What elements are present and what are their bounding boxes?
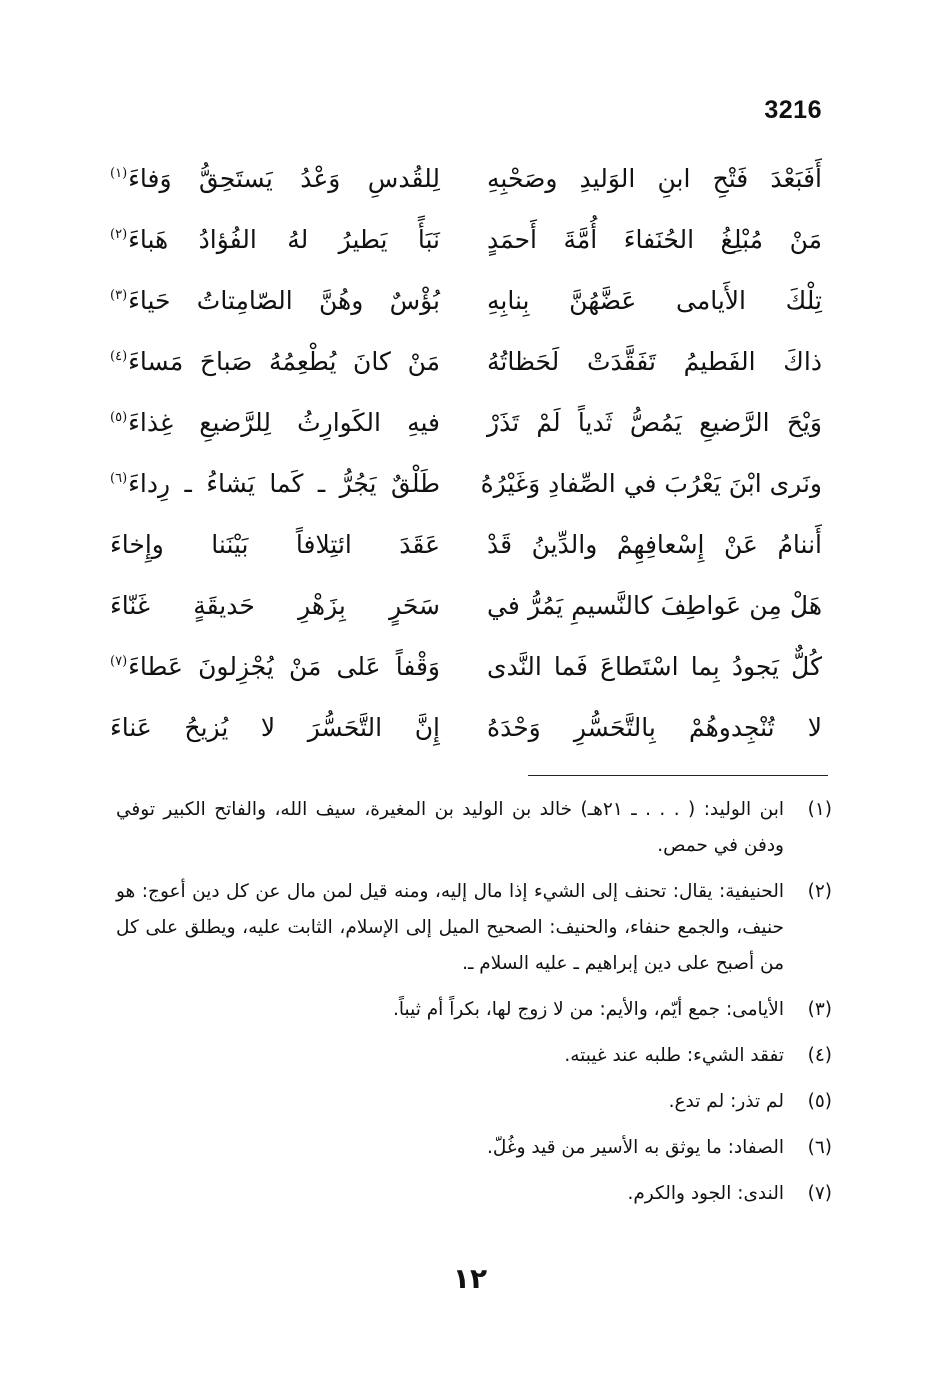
footnote-text: لم تذر: لم تدع.: [668, 1091, 784, 1112]
footnote-number: (٢): [807, 881, 832, 902]
verse: [110, 148, 822, 209]
footnote-marker: (٣): [110, 288, 128, 304]
verse-second-text: وَقْفاً عَلى مَنْ يُجْزِلونَ عَطاءَ: [128, 651, 440, 681]
verse-first-hemistich: ونَرى ابْنَ يَعْرُبَ في الصِّفادِ وَغَيْرُهُ: [480, 468, 822, 498]
footnote-number: (٣): [807, 999, 832, 1020]
verse-second-hemistich: [110, 408, 440, 438]
footnote-marker: (٦): [110, 471, 128, 487]
verse-first-hemistich: وَيْحَ الرَّضيعِ يَمُصُّ ثَدياً لَمْ تَذَرْ: [487, 407, 822, 437]
verse-second-text: عَقَدَ ائتِلافاً بَيْنَنا وإِخاءَ: [110, 529, 440, 559]
footnote-marker: (٤): [110, 349, 128, 365]
verse-second-hemistich: [110, 225, 440, 255]
page-id: 3216: [764, 96, 822, 124]
footnote-text: ابن الوليد: ( . . . ـ ٢١هـ) خالد بن الوليد بن المغيرة، سيف الله، والفاتح الكبير توفي ودفن في حمص.: [116, 799, 785, 856]
verse-first-hemistich: أَفَبَعْدَ فَتْحِ ابنِ الوَليدِ وصَحْبِهِ: [487, 163, 822, 193]
footnote-number: (٧): [807, 1183, 832, 1204]
footnote-text: الصفاد: ما يوثق به الأسير من قيد وغُلّ.: [487, 1137, 784, 1158]
page-number: ١٢: [452, 1262, 488, 1295]
footnote-number: (١): [807, 799, 832, 820]
verse-second-text: نَبَأً يَطيرُ لهُ الفُؤادُ هَباءَ: [128, 224, 440, 254]
footnote-text: تفقد الشيء: طلبه عند غيبته.: [564, 1045, 784, 1066]
verse-second-text: بُؤْسٌ وهُنَّ الصّامِتاتُ حَياءَ: [128, 285, 440, 315]
verse-first-hemistich: لا تُنْجِدوهُمْ بِالتَّحَسُّرِ وَحْدَهُ: [487, 712, 822, 742]
verse-second-hemistich: [110, 713, 440, 743]
footnote-marker: (١): [110, 166, 128, 182]
footnote: [116, 1130, 832, 1166]
verse: [110, 575, 822, 636]
verse: [110, 453, 822, 514]
verse: [110, 209, 822, 270]
verse: [110, 270, 822, 331]
verse-second-hemistich: [110, 652, 440, 682]
footnote-number: (٦): [807, 1137, 832, 1158]
footnote-marker: (٧): [110, 654, 128, 670]
footnote-marker: (٥): [110, 410, 128, 426]
verse-second-hemistich: [110, 469, 440, 499]
footnotes: [116, 792, 832, 1222]
verse: [110, 514, 822, 575]
verse-first-hemistich: أَننامُ عَنْ إِسْعافِهِمْ والدِّينُ قَدْ: [487, 529, 822, 559]
verse-second-text: فيهِ الكَوارِثُ لِلرَّضيعِ غِذاءَ: [128, 407, 440, 437]
footnote-number: (٥): [807, 1091, 832, 1112]
verse: [110, 697, 822, 758]
footnote-text: الحنيفية: يقال: تحنف إلى الشيء إذا مال إليه، ومنه قيل لمن مال عن كل دين أعوج: هو حنيف، والجمع حنفاء، والحنيف: الصحيح الميل إلى الإسلام، الثابت عليه، ويطلق على كل من أصبح على دين إبراهيم ـ عليه السلام ـ.: [116, 881, 784, 974]
footnote: [116, 992, 832, 1028]
verse-first-hemistich: ذاكَ الفَطيمُ تَفَقَّدَتْ لَحَظاتُهُ: [487, 346, 822, 376]
verse-first-hemistich: هَلْ مِن عَواطِفَ كالنَّسيمِ يَمُرُّ في: [487, 590, 822, 620]
verse: [110, 331, 822, 392]
footnote-number: (٤): [807, 1045, 832, 1066]
footnote-text: الأيامى: جمع أيّم، والأيم: من لا زوج لها، بكراً أم ثيباً.: [393, 999, 784, 1020]
footnote: [116, 792, 832, 864]
footnote-marker: (٢): [110, 227, 128, 243]
verse-second-text: لِلقُدسِ وَعْدُ يَستَحِقُّ وَفاءَ: [128, 163, 440, 193]
footnote: [116, 874, 832, 982]
verse-second-hemistich: [110, 530, 440, 560]
footnote: [116, 1038, 832, 1074]
verse-second-hemistich: [110, 591, 440, 621]
verse-first-hemistich: مَنْ مُبْلِغُ الحُنَفاءَ أُمَّةَ أَحمَدٍ: [487, 224, 822, 254]
verse-second-hemistich: [110, 347, 440, 377]
footnote-divider: [528, 775, 828, 776]
footnote: [116, 1176, 832, 1212]
verse-second-text: إِنَّ التَّحَسُّرَ لا يُزيحُ عَناءَ: [110, 712, 440, 742]
verse-second-text: طَلْقٌ يَجُرُّ ـ كَما يَشاءُ ـ رِداءَ: [128, 468, 440, 498]
verse-second-text: مَنْ كانَ يُطْعِمُهُ صَباحَ مَساءَ: [128, 346, 440, 376]
verse-second-hemistich: [110, 164, 440, 194]
verse-second-text: سَحَرٍ بِزَهْرِ حَديقَةٍ غَنّاءَ: [110, 590, 440, 620]
poem: [110, 148, 822, 758]
footnote: [116, 1084, 832, 1120]
verse: [110, 392, 822, 453]
verse-second-hemistich: [110, 286, 440, 316]
footnote-text: الندى: الجود والكرم.: [627, 1183, 784, 1204]
verse: [110, 636, 822, 697]
verse-first-hemistich: كُلٌّ يَجودُ بِما اسْتَطاعَ فَما النَّدى: [487, 651, 822, 681]
verse-first-hemistich: تِلْكَ الأَيامى عَضَّهُنَّ بِنابِهِ: [487, 285, 822, 315]
